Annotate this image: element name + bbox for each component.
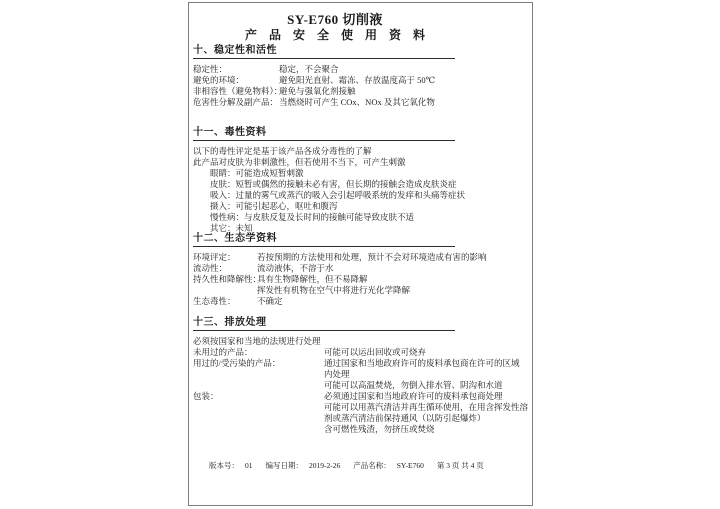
field-row — [193, 97, 529, 108]
footer-version-value: 01 — [245, 461, 253, 470]
section-stability-and-reactivity — [193, 45, 529, 108]
doc-subtitle: 产品安全使用资料 — [244, 28, 437, 42]
field-label: 稳定性： — [193, 64, 228, 74]
field-label: 非相容性（避免物料）： — [193, 86, 283, 96]
field-value: 必须通过国家和当地政府许可的废料承包商处理 — [324, 391, 503, 401]
field-value: 可能可以高温焚烧，勿倒入排水管、阴沟和水道 — [324, 380, 503, 390]
section-heading: 十三、排放处理 — [193, 317, 455, 331]
text-line: 其它：未知 — [210, 223, 253, 233]
field-value: 当燃烧时可产生 COx、NOx 及其它氧化物 — [279, 97, 435, 107]
field-label: 用过的/受污染的产品： — [193, 358, 281, 368]
field-row — [193, 402, 529, 413]
section-heading: 十二、生态学资料 — [193, 233, 455, 247]
field-value: 内处理 — [324, 369, 350, 379]
field-row — [193, 86, 529, 97]
field-value: 流动液体，不溶于水 — [257, 263, 334, 273]
field-label: 未用过的产品： — [193, 347, 253, 357]
footer-version — [209, 461, 253, 471]
document-footer — [209, 461, 484, 471]
footer-date-label: 编写日期： — [265, 461, 303, 470]
field-row — [193, 296, 529, 307]
section-heading: 十、稳定性和活性 — [193, 45, 455, 59]
field-row — [193, 391, 529, 402]
field-value: 通过国家和当地政府许可的废料承包商在许可的区域 — [324, 358, 520, 368]
field-row — [193, 274, 529, 285]
field-row — [193, 347, 529, 358]
field-value: 挥发性有机物在空气中将进行光化学降解 — [257, 285, 411, 295]
field-label — [193, 285, 257, 296]
field-row — [193, 413, 529, 424]
field-row — [193, 424, 529, 435]
field-value: 稳定，不会聚合 — [279, 64, 339, 74]
text-line: 慢性病：与皮肤反复及长时间的接触可能导致皮肤不适 — [210, 212, 415, 222]
footer-product-value: SY-E760 — [396, 461, 424, 470]
field-value: 避免阳光直射、霜冻、存放温度高于 50℃ — [279, 75, 436, 85]
field-value: 具有生物降解性，但不易降解 — [257, 274, 368, 284]
text-line: 此产品对皮肤为非刺激性，但若使用不当下，可产生刺激 — [193, 157, 406, 167]
section-disposal-considerations — [193, 317, 529, 435]
footer-product-label: 产品名称： — [353, 461, 391, 470]
field-value: 若按预期的方法使用和处理，预计不会对环境造成有害的影响 — [257, 252, 487, 262]
field-value: 可能可以运出回收或可烧弃 — [324, 347, 427, 357]
field-row — [193, 64, 529, 75]
field-value: 剂或蒸汽清洁前保持通风（以防引起爆炸） — [324, 413, 486, 423]
field-value: 避免与强氧化剂接触 — [279, 86, 356, 96]
field-label: 包装： — [193, 391, 219, 401]
field-row — [193, 380, 529, 391]
field-row — [193, 285, 529, 296]
field-label: 环境评定： — [193, 252, 236, 262]
text-line: 必须按国家和当地的法规进行处理 — [193, 336, 321, 346]
field-label: 流动性： — [193, 263, 228, 273]
field-value: 可能可以用蒸汽清洁并再生循环使用，在用含挥发性溶 — [324, 402, 529, 412]
section-toxicological-information — [193, 127, 529, 234]
text-line: 眼睛：可能造成短暂刺激 — [210, 168, 304, 178]
section-ecological-information — [193, 233, 529, 307]
footer-page-info: 第 3 页 共 4 页 — [436, 461, 484, 470]
field-row — [193, 263, 529, 274]
field-value: 含可燃性残渣，勿挤压或焚烧 — [324, 424, 435, 434]
field-label — [193, 369, 324, 380]
text-line: 吸入：过量的雾气或蒸汽的吸入会引起呼吸系统的发痒和头痛等症状 — [210, 190, 466, 200]
field-row — [193, 75, 529, 86]
text-line: 摄入：可能引起恶心，呕吐和腹泻 — [210, 201, 338, 211]
field-label — [193, 380, 324, 391]
field-label — [193, 402, 324, 413]
field-label — [193, 424, 324, 435]
footer-version-label: 版本号： — [209, 461, 239, 470]
field-row — [193, 369, 529, 380]
footer-product — [353, 461, 424, 471]
field-value: 不确定 — [257, 296, 283, 306]
field-label: 生态毒性： — [193, 296, 236, 306]
field-row — [193, 358, 529, 369]
field-row — [193, 252, 529, 263]
field-label: 危害性分解及副产品： — [193, 97, 279, 107]
field-label: 持久性和降解性： — [193, 274, 262, 284]
text-line: 皮肤：短暂或偶然的接触未必有害，但长期的接触会造成皮肤炎症 — [210, 179, 457, 189]
footer-date — [266, 461, 341, 471]
page-border-frame — [188, 2, 533, 506]
section-heading: 十一、毒性资料 — [193, 127, 455, 141]
footer-date-value: 2019-2-26 — [309, 461, 341, 470]
field-label: 避免的环境： — [193, 75, 245, 85]
field-label — [193, 413, 324, 424]
doc-title: SY-E760 切削液 — [287, 12, 383, 27]
text-line: 以下的毒性评定是基于该产品各成分毒性的了解 — [193, 146, 372, 156]
